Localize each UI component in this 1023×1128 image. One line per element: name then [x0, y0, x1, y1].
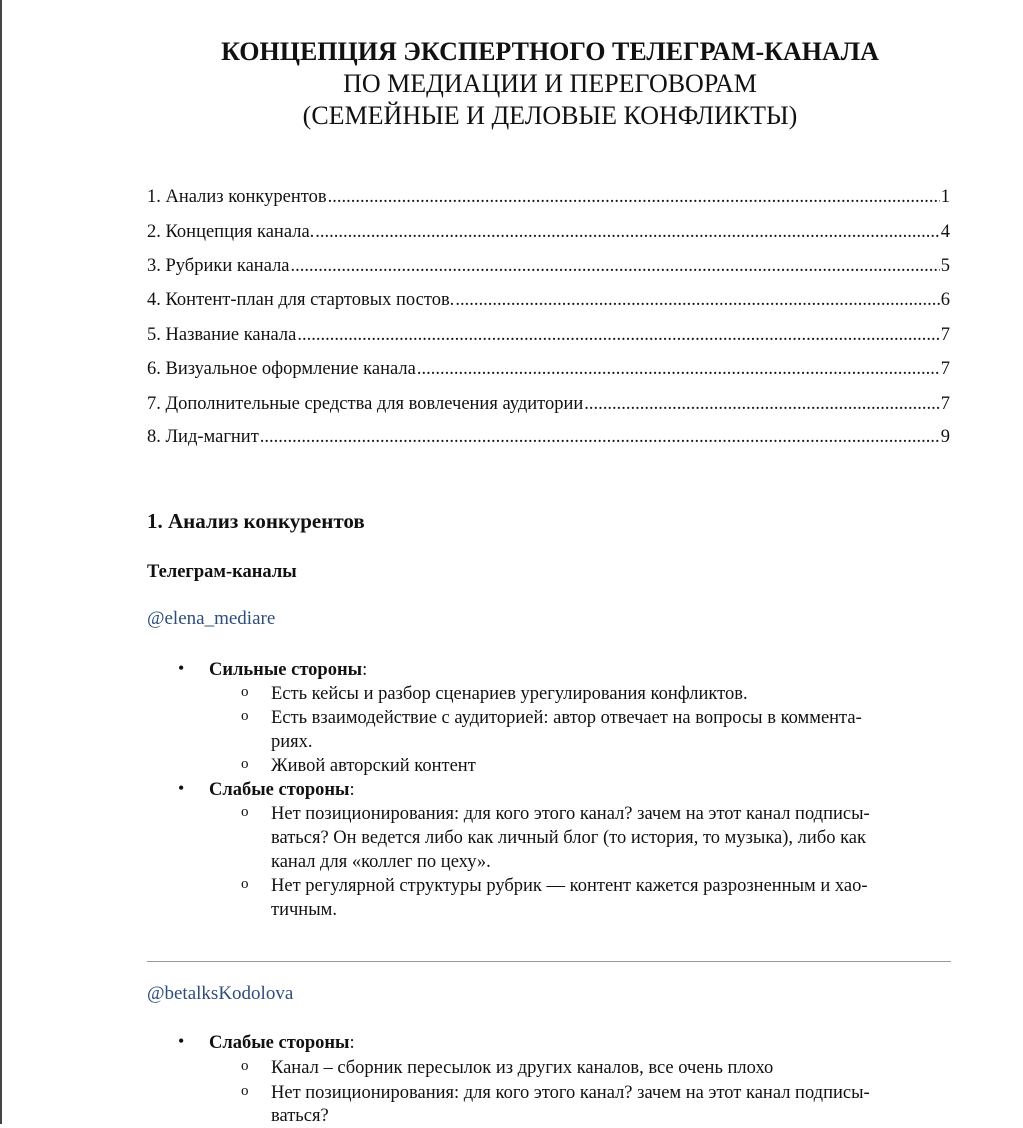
list-item: Нет позиционирования: для кого этого канал? зачем на этот канал подписы- — [271, 804, 870, 824]
circle-bullet-icon: o — [241, 876, 249, 892]
toc-item[interactable] — [147, 255, 950, 277]
bullet-icon: • — [178, 1031, 185, 1051]
circle-bullet-icon: o — [241, 804, 249, 820]
colon: : — [349, 780, 355, 800]
bullet-icon: • — [178, 778, 185, 798]
list-item-cont: канал для «коллег по цеху». — [271, 852, 491, 872]
doc-subtitle-2: (СЕМЕЙНЫЕ И ДЕЛОВЫЕ КОНФЛИКТЫ) — [302, 101, 798, 130]
toc-item[interactable] — [147, 358, 950, 380]
list-item: Нет регулярной структуры рубрик — контент кажется разрозненным и хао- — [271, 876, 868, 896]
toc-page: 9 — [940, 427, 950, 447]
doc-subtitle: ПО МЕДИАЦИИ И ПЕРЕГОВОРАМ — [343, 69, 757, 98]
list-item-heading — [209, 1031, 355, 1055]
circle-bullet-icon: o — [241, 1083, 249, 1099]
strengths-label: Сильные стороны — [209, 660, 363, 680]
toc-item[interactable] — [147, 393, 950, 415]
toc-page: 4 — [940, 222, 950, 242]
weaknesses-label: Слабые стороны — [209, 1033, 350, 1053]
doc-title: КОНЦЕПЦИЯ ЭКСПЕРТНОГО ТЕЛЕГРАМ-КАНАЛА — [221, 37, 879, 66]
circle-bullet-icon: o — [241, 684, 249, 700]
toc-label: 8. Лид-магнит — [147, 427, 259, 447]
toc-leader — [297, 324, 939, 346]
list-item-heading — [209, 778, 355, 802]
toc-label: 4. Контент-план для стартовых постов. — [147, 290, 455, 310]
list-item: Есть кейсы и разбор сценариев урегулирования конфликтов. — [271, 684, 748, 704]
weaknesses-label: Слабые стороны — [209, 780, 350, 800]
toc-item[interactable] — [147, 324, 950, 346]
list-item-cont: ваться? — [271, 1106, 329, 1126]
toc-label: 2. Концепция канала. — [147, 222, 315, 242]
divider — [147, 961, 951, 962]
toc-item[interactable] — [147, 186, 950, 208]
toc-page: 6 — [940, 290, 950, 310]
toc-leader — [455, 289, 939, 311]
toc-page: 7 — [940, 394, 950, 414]
toc-leader — [291, 255, 940, 277]
toc-leader — [417, 358, 940, 380]
list-item-heading — [209, 658, 367, 682]
circle-bullet-icon: o — [241, 708, 249, 724]
toc-page: 5 — [940, 256, 950, 276]
toc-leader — [260, 426, 940, 448]
toc-page: 1 — [940, 187, 950, 207]
list-item-cont: риях. — [271, 732, 313, 752]
toc-page: 7 — [940, 325, 950, 345]
list-item-cont: тичным. — [271, 900, 337, 920]
channel-link[interactable]: @betalksKodolova — [147, 983, 294, 1004]
toc-leader — [328, 186, 940, 208]
page-edge — [0, 0, 2, 1124]
toc-item[interactable] — [147, 221, 950, 243]
toc-label: 1. Анализ конкурентов — [147, 187, 327, 207]
toc-leader — [584, 393, 939, 415]
list-item: Есть взаимодействие с аудиторией: автор отвечает на вопросы в коммента- — [271, 708, 862, 728]
list-item: Живой авторский контент — [271, 756, 476, 776]
list-item-cont: ваться? Он ведется либо как личный блог (то история, то музыка), либо как — [271, 828, 867, 848]
channel-link[interactable]: @elena_mediare — [147, 608, 276, 629]
toc-page: 7 — [940, 359, 950, 379]
colon: : — [362, 660, 368, 680]
colon: : — [349, 1033, 355, 1053]
list-item: Канал – сборник пересылок из других каналов, все очень плохо — [271, 1058, 774, 1078]
subsection-heading: Телеграм-каналы — [147, 562, 297, 582]
toc-label: 6. Визуальное оформление канала — [147, 359, 416, 379]
toc-label: 7. Дополнительные средства для вовлечения аудитории — [147, 394, 584, 414]
toc-leader — [315, 221, 939, 243]
list-item: Нет позиционирования: для кого этого канал? зачем на этот канал подписы- — [271, 1083, 870, 1103]
toc-label: 5. Название канала — [147, 325, 297, 345]
toc-item[interactable] — [147, 426, 950, 448]
circle-bullet-icon: o — [241, 1058, 249, 1074]
circle-bullet-icon: o — [241, 756, 249, 772]
toc-label: 3. Рубрики канала — [147, 256, 290, 276]
section-heading: 1. Анализ конкурентов — [147, 509, 365, 533]
toc-item[interactable] — [147, 289, 950, 311]
bullet-icon: • — [178, 658, 185, 678]
